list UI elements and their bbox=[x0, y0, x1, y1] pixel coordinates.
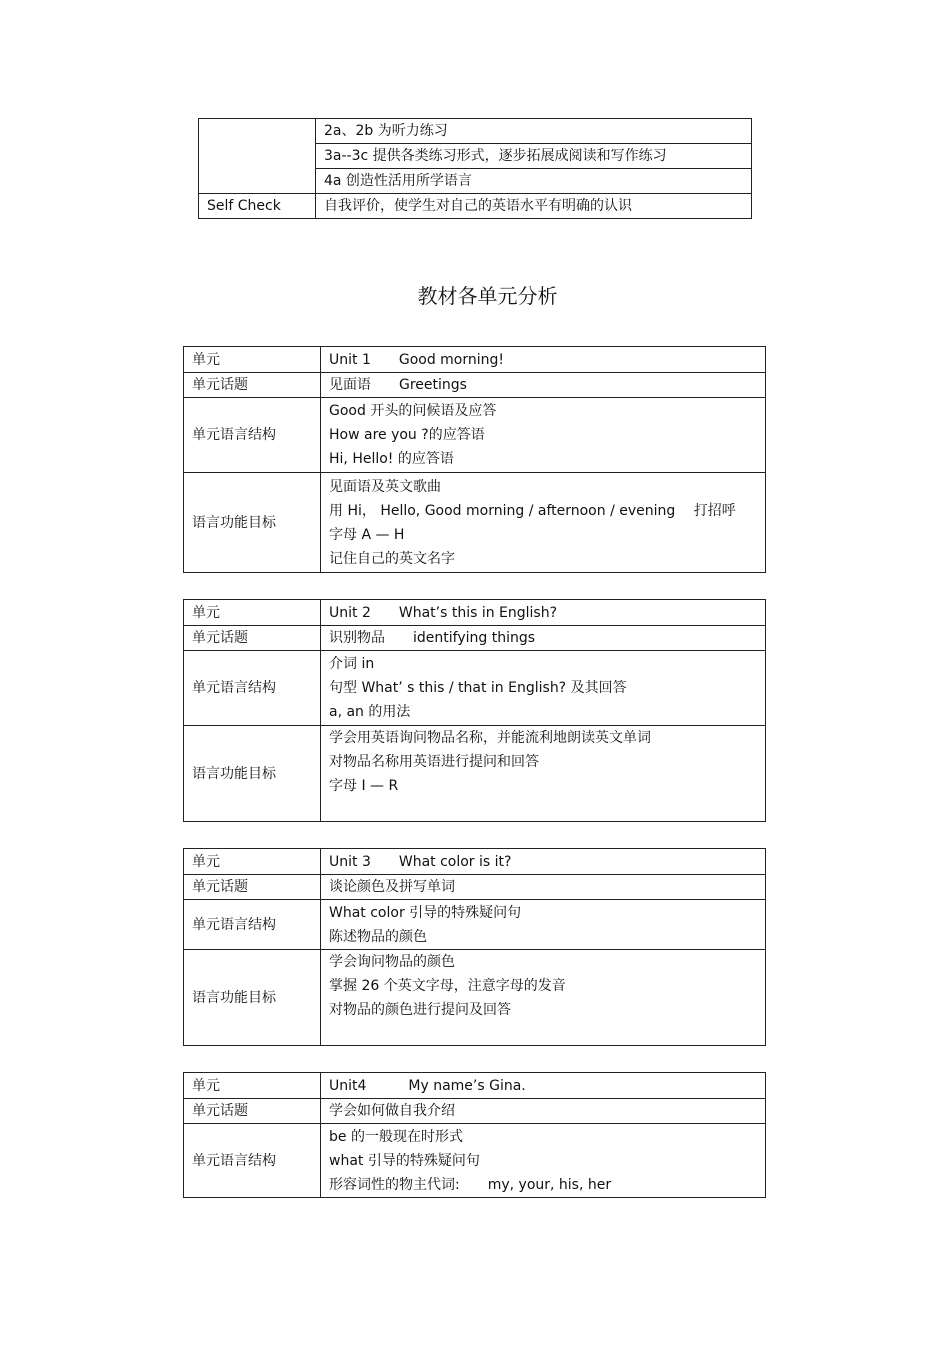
label-cell: Self Check bbox=[199, 194, 316, 219]
function-value bbox=[321, 950, 766, 1046]
table-row bbox=[184, 347, 766, 373]
table-row bbox=[199, 119, 752, 144]
table-row bbox=[184, 626, 766, 651]
unit-value: Unit 1 Good morning! bbox=[321, 347, 766, 373]
table-row bbox=[184, 1124, 766, 1198]
unit-label: 单元 bbox=[184, 1073, 321, 1099]
function-line: 字母 A — H bbox=[329, 526, 405, 543]
unit-4-table bbox=[183, 1072, 766, 1198]
unit-label: 单元 bbox=[184, 849, 321, 875]
unit-value: Unit 3 What color is it? bbox=[321, 849, 766, 875]
function-line: 见面语及英文歌曲 bbox=[329, 478, 441, 495]
structure-line: 形容词性的物主代词: my, your, his, her bbox=[329, 1176, 612, 1193]
table-row bbox=[184, 1073, 766, 1099]
structure-label: 单元语言结构 bbox=[184, 651, 321, 726]
section-title: 教材各单元分析 bbox=[417, 284, 558, 308]
table-row bbox=[199, 194, 752, 219]
empty-label-cell bbox=[199, 119, 316, 194]
function-line: 字母 I — R bbox=[329, 778, 399, 794]
structure-label: 单元语言结构 bbox=[184, 398, 321, 473]
table-row bbox=[184, 726, 766, 822]
function-value bbox=[321, 726, 766, 822]
structure-line: be 的一般现在时形式 bbox=[329, 1128, 463, 1145]
table-row bbox=[184, 900, 766, 950]
function-value bbox=[321, 473, 766, 573]
topic-label: 单元话题 bbox=[184, 1099, 321, 1124]
unit-label: 单元 bbox=[184, 347, 321, 373]
function-label: 语言功能目标 bbox=[184, 950, 321, 1046]
structure-value bbox=[321, 900, 766, 950]
structure-line: Hi, Hello! 的应答语 bbox=[329, 451, 454, 467]
table-row bbox=[184, 473, 766, 573]
topic-value: 学会如何做自我介绍 bbox=[321, 1099, 766, 1124]
structure-line: How are you ?的应答语 bbox=[329, 427, 485, 443]
topic-label: 单元话题 bbox=[184, 373, 321, 398]
structure-label: 单元语言结构 bbox=[184, 900, 321, 950]
topic-value: 见面语 Greetings bbox=[321, 373, 766, 398]
topic-value: 识别物品 identifying things bbox=[321, 626, 766, 651]
function-line: 用 Hi， Hello, Good morning / afternoon / evening 打招呼 bbox=[329, 502, 736, 519]
topic-label: 单元话题 bbox=[184, 626, 321, 651]
table-row bbox=[184, 398, 766, 473]
content-cell: 3a--3c 提供各类练习形式，逐步拓展成阅读和写作练习 bbox=[316, 144, 752, 169]
structure-value bbox=[321, 1124, 766, 1198]
function-line: 对物品的颜色进行提问及回答 bbox=[329, 1002, 511, 1018]
structure-line: What color 引导的特殊疑问句 bbox=[329, 904, 522, 921]
function-line: 掌握 26 个英文字母，注意字母的发音 bbox=[329, 978, 566, 994]
unit-value: Unit 2 What’s this in English? bbox=[321, 600, 766, 626]
content-cell: 2a、2b 为听力练习 bbox=[316, 119, 752, 144]
top-continuation-table bbox=[198, 118, 752, 219]
function-label: 语言功能目标 bbox=[184, 726, 321, 822]
content-cell: 4a 创造性活用所学语言 bbox=[316, 169, 752, 194]
structure-value bbox=[321, 398, 766, 473]
function-line: 学会用英语询问物品名称，并能流利地朗读英文单词 bbox=[329, 730, 651, 746]
structure-line: what 引导的特殊疑问句 bbox=[329, 1152, 480, 1169]
table-row bbox=[184, 1099, 766, 1124]
function-line: 对物品名称用英语进行提问和回答 bbox=[329, 754, 539, 770]
topic-label: 单元话题 bbox=[184, 875, 321, 900]
unit-2-table bbox=[183, 599, 766, 822]
content-cell: 自我评价，使学生对自己的英语水平有明确的认识 bbox=[316, 194, 752, 219]
structure-line: 句型 What’ s this / that in English? 及其回答 bbox=[329, 680, 627, 696]
function-line: 记住自己的英文名字 bbox=[329, 550, 455, 567]
function-line: 学会询问物品的颜色 bbox=[329, 954, 455, 970]
unit-1-table bbox=[183, 346, 766, 573]
structure-line: Good 开头的问候语及应答 bbox=[329, 403, 497, 419]
structure-value bbox=[321, 651, 766, 726]
table-row bbox=[184, 875, 766, 900]
unit-value: Unit4 My name’s Gina. bbox=[321, 1073, 766, 1099]
table-row bbox=[184, 849, 766, 875]
table-row bbox=[184, 600, 766, 626]
unit-label: 单元 bbox=[184, 600, 321, 626]
function-label: 语言功能目标 bbox=[184, 473, 321, 573]
table-row bbox=[184, 651, 766, 726]
structure-line: 介词 in bbox=[329, 656, 375, 672]
structure-label: 单元语言结构 bbox=[184, 1124, 321, 1198]
table-row bbox=[184, 373, 766, 398]
topic-value: 谈论颜色及拼写单词 bbox=[321, 875, 766, 900]
structure-line: a, an 的用法 bbox=[329, 704, 411, 720]
structure-line: 陈述物品的颜色 bbox=[329, 928, 427, 945]
table-row bbox=[184, 950, 766, 1046]
unit-3-table bbox=[183, 848, 766, 1046]
